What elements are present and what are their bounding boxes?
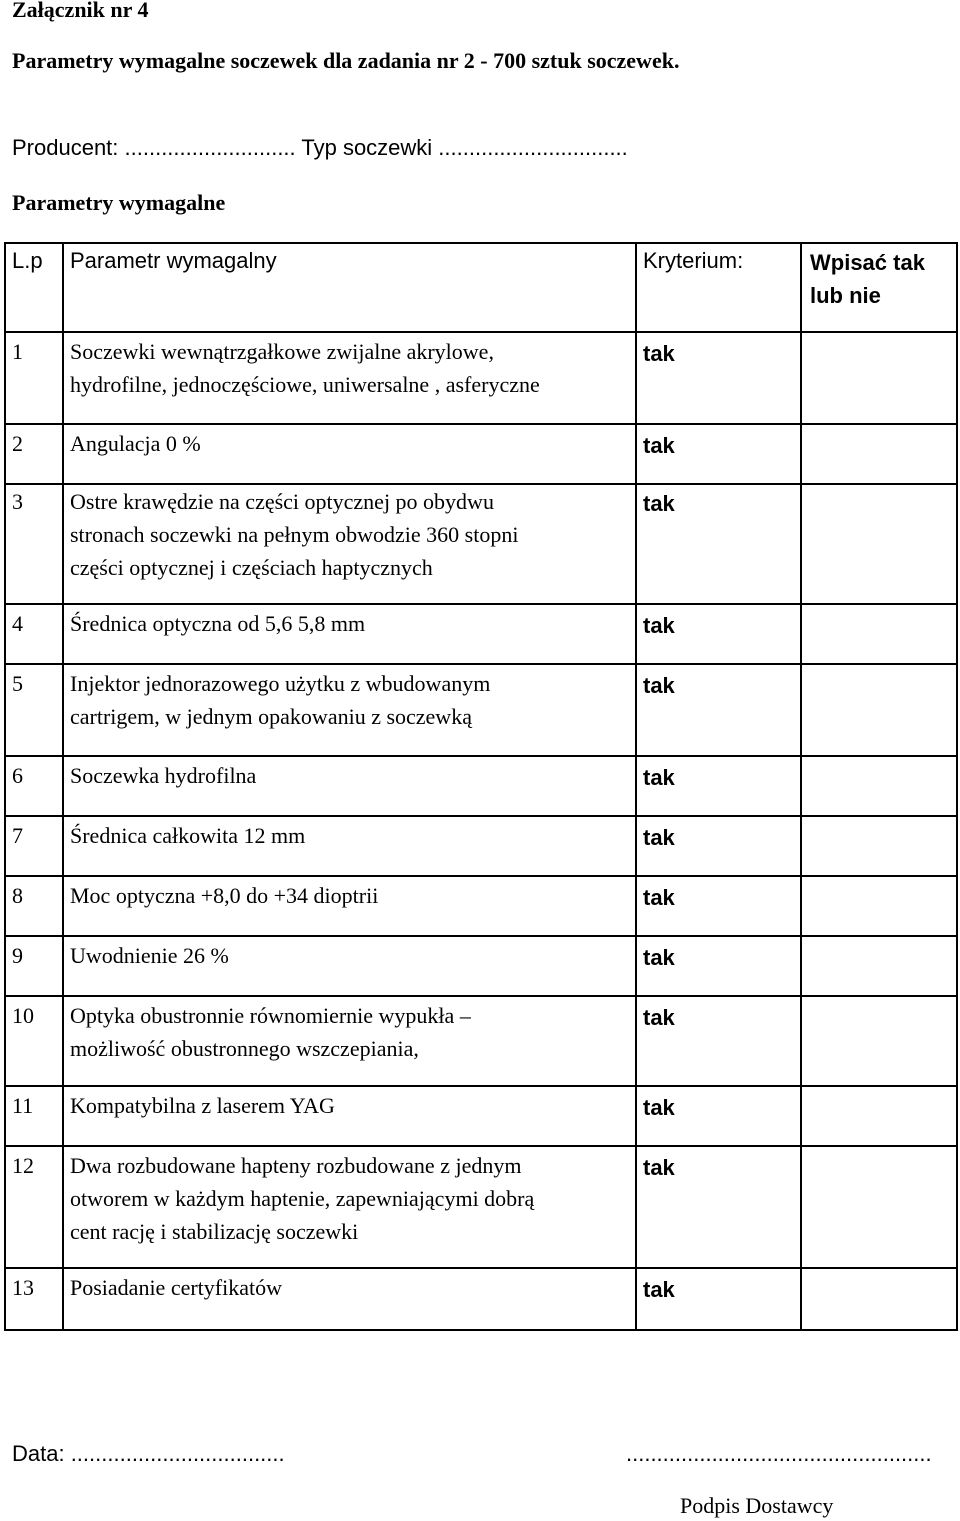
table-row	[5, 996, 957, 1086]
row-parameter	[63, 1268, 636, 1330]
parameter-line: cent rację i stabilizację soczewki	[70, 1219, 359, 1244]
section-title: Parametry wymagalne	[12, 190, 226, 215]
row-number: 2	[5, 424, 63, 484]
column-header-fill-line2: lub nie	[810, 283, 881, 308]
table-header-row	[5, 243, 957, 332]
table-row	[5, 816, 957, 876]
row-criterion: tak	[636, 936, 801, 996]
parameter-line: hydrofilne, jednoczęściowe, uniwersalne , asferyczne	[70, 372, 540, 397]
row-number: 1	[5, 332, 63, 424]
parameter-line: otworem w każdym haptenie, zapewniającymi dobrą	[70, 1186, 535, 1211]
row-number: 4	[5, 604, 63, 664]
row-number: 12	[5, 1146, 63, 1268]
row-answer-cell[interactable]	[801, 332, 957, 424]
table-row	[5, 1268, 957, 1330]
row-answer-cell[interactable]	[801, 664, 957, 756]
row-criterion: tak	[636, 816, 801, 876]
parameter-line: Uwodnienie 26 %	[70, 943, 229, 968]
column-header-param: Parametr wymagalny	[63, 243, 636, 332]
parameter-line: Ostre krawędzie na części optycznej po obydwu	[70, 489, 494, 514]
row-number: 11	[5, 1086, 63, 1146]
row-number: 13	[5, 1268, 63, 1330]
row-parameter	[63, 424, 636, 484]
row-parameter	[63, 332, 636, 424]
parameter-line: części optycznej i częściach haptycznych	[70, 555, 433, 580]
row-criterion: tak	[636, 604, 801, 664]
table-row	[5, 604, 957, 664]
row-parameter	[63, 996, 636, 1086]
table-row	[5, 424, 957, 484]
parameters-table	[4, 242, 958, 1331]
attachment-title: Załącznik nr 4	[12, 0, 149, 22]
parameter-line: Średnica optyczna od 5,6 5,8 mm	[70, 611, 366, 636]
parameter-line: Injektor jednorazowego użytku z wbudowanym	[70, 671, 491, 696]
row-number: 9	[5, 936, 63, 996]
row-answer-cell[interactable]	[801, 1268, 957, 1330]
table-row	[5, 664, 957, 756]
row-number: 6	[5, 756, 63, 816]
row-answer-cell[interactable]	[801, 876, 957, 936]
row-number: 5	[5, 664, 63, 756]
row-criterion: tak	[636, 1146, 801, 1268]
parameter-line: możliwość obustronnego wszczepiania,	[70, 1036, 419, 1061]
row-parameter	[63, 756, 636, 816]
row-number: 7	[5, 816, 63, 876]
row-answer-cell[interactable]	[801, 936, 957, 996]
parameter-line: Średnica całkowita 12 mm	[70, 823, 306, 848]
date-field: Data: ...................................	[12, 1441, 285, 1466]
row-parameter	[63, 1086, 636, 1146]
table-row	[5, 756, 957, 816]
row-answer-cell[interactable]	[801, 604, 957, 664]
column-header-fill	[801, 243, 957, 332]
row-criterion: tak	[636, 1086, 801, 1146]
row-parameter	[63, 816, 636, 876]
row-answer-cell[interactable]	[801, 1086, 957, 1146]
row-answer-cell[interactable]	[801, 424, 957, 484]
table-row	[5, 1086, 957, 1146]
table-row	[5, 876, 957, 936]
row-criterion: tak	[636, 876, 801, 936]
row-parameter	[63, 876, 636, 936]
row-parameter	[63, 484, 636, 604]
row-criterion: tak	[636, 332, 801, 424]
signature-line: ..................................................	[626, 1441, 932, 1466]
parameter-line: Posiadanie certyfikatów	[70, 1275, 282, 1300]
parameter-line: Kompatybilna z laserem YAG	[70, 1093, 335, 1118]
column-header-lp: L.p	[5, 243, 63, 332]
row-number: 3	[5, 484, 63, 604]
row-parameter	[63, 664, 636, 756]
signature-label: Podpis Dostawcy	[680, 1493, 834, 1518]
table-row	[5, 1146, 957, 1268]
row-number: 8	[5, 876, 63, 936]
table-row	[5, 484, 957, 604]
column-header-fill-line1: Wpisać tak	[810, 250, 925, 275]
row-answer-cell[interactable]	[801, 756, 957, 816]
producer-line: Producent: ............................ Typ soczewki ...............................	[12, 135, 628, 160]
row-criterion: tak	[636, 484, 801, 604]
column-header-criterion: Kryterium:	[636, 243, 801, 332]
row-parameter	[63, 604, 636, 664]
row-answer-cell[interactable]	[801, 484, 957, 604]
row-parameter	[63, 936, 636, 996]
row-parameter	[63, 1146, 636, 1268]
row-criterion: tak	[636, 756, 801, 816]
document-heading: Parametry wymagalne soczewek dla zadania nr 2 - 700 sztuk soczewek.	[12, 48, 680, 73]
row-answer-cell[interactable]	[801, 996, 957, 1086]
parameter-line: Dwa rozbudowane hapteny rozbudowane z jednym	[70, 1153, 522, 1178]
parameter-line: cartrigem, w jednym opakowaniu z soczewką	[70, 704, 472, 729]
parameter-line: Soczewka hydrofilna	[70, 763, 257, 788]
parameter-line: Angulacja 0 %	[70, 431, 201, 456]
row-criterion: tak	[636, 424, 801, 484]
parameter-line: Optyka obustronnie równomiernie wypukła –	[70, 1003, 471, 1028]
parameter-line: stronach soczewki na pełnym obwodzie 360 stopni	[70, 522, 519, 547]
row-criterion: tak	[636, 664, 801, 756]
row-answer-cell[interactable]	[801, 816, 957, 876]
table-row	[5, 936, 957, 996]
parameter-line: Soczewki wewnątrzgałkowe zwijalne akrylowe,	[70, 339, 494, 364]
row-answer-cell[interactable]	[801, 1146, 957, 1268]
row-criterion: tak	[636, 996, 801, 1086]
table-row	[5, 332, 957, 424]
row-number: 10	[5, 996, 63, 1086]
row-criterion: tak	[636, 1268, 801, 1330]
parameter-line: Moc optyczna +8,0 do +34 dioptrii	[70, 883, 379, 908]
